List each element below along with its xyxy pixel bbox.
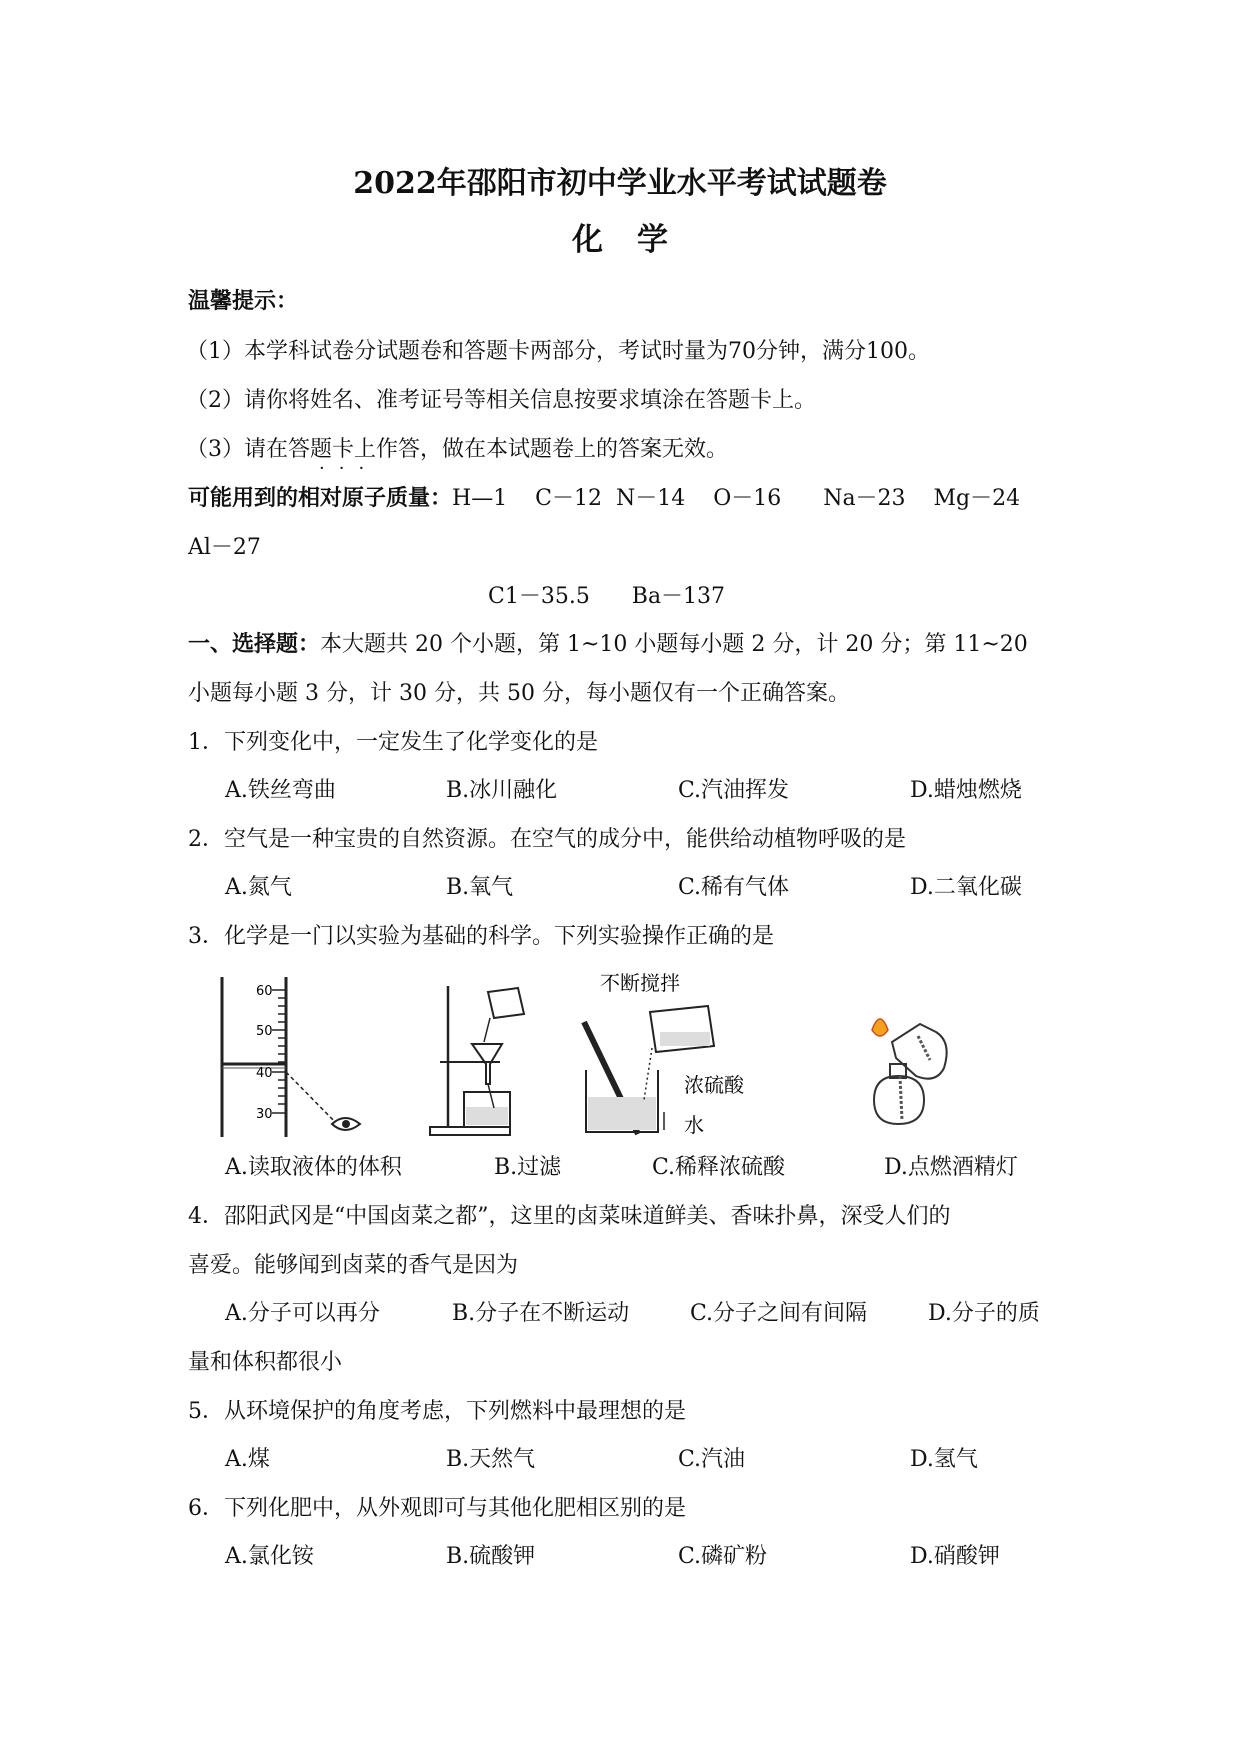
alcohol-lamp-figure (872, 1019, 947, 1124)
label-water: 水 (684, 1113, 704, 1137)
question-5-option-c: C.汽油 (678, 1447, 746, 1472)
question-1-option-d: D.蜡烛燃烧 (910, 778, 1022, 803)
question-3-option-d: D.点燃酒精灯 (884, 1155, 1018, 1180)
filtration-figure (430, 986, 524, 1135)
question-3-option-a: A.读取液体的体积 (225, 1155, 402, 1180)
question-4-option-a: A.分子可以再分 (225, 1301, 380, 1326)
question-4-option-c: C.分子之间有间隔 (690, 1301, 868, 1326)
question-5-option-b: B.天然气 (446, 1447, 536, 1472)
question-2-option-d: D.二氧化碳 (910, 875, 1022, 900)
question-6-option-d: D.硝酸钾 (910, 1544, 1000, 1569)
atomic-mass-values-2: Al－27 (188, 535, 261, 560)
emphasis-dots: ··· (319, 458, 379, 479)
atomic-mass-values-1: H—1 C－12 N－14 O－16 Na－23 Mg－24 (452, 486, 1021, 511)
tick-label-40: 40 (256, 1066, 273, 1081)
section-1-desc-1: 本大题共 20 个小题，第 1~10 小题每小题 2 分，计 20 分；第 11~20 (320, 632, 1028, 657)
question-4-stem-1: 4．邵阳武冈是“中国卤菜之都”，这里的卤菜味道鲜美、香味扑鼻，深受人们的 (188, 1204, 951, 1229)
question-4-option-b: B.分子在不断运动 (452, 1301, 630, 1326)
question-3-figures (200, 972, 1140, 1144)
cylinder-figure (222, 977, 360, 1137)
question-4-stem-2: 喜爱。能够闻到卤菜的香气是因为 (188, 1253, 519, 1278)
question-6-option-b: B.硫酸钾 (446, 1544, 536, 1569)
tips-heading: 温馨提示： (188, 288, 299, 314)
section-1-desc-2: 小题每小题 3 分，计 30 分，共 50 分，每小题仅有一个正确答案。 (188, 681, 850, 706)
question-2-stem: 2．空气是一种宝贵的自然资源。在空气的成分中，能供给动植物呼吸的是 (188, 827, 906, 852)
label-acid: 浓硫酸 (684, 1073, 744, 1097)
question-5-stem: 5．从环境保护的角度考虑，下列燃料中最理想的是 (188, 1399, 686, 1424)
eye-icon (332, 1118, 360, 1130)
question-4-option-d-cont: 量和体积都很小 (188, 1350, 343, 1375)
question-3-option-b: B.过滤 (494, 1155, 562, 1180)
exam-title: 2022年邵阳市初中学业水平考试试题卷 (353, 166, 887, 201)
question-1-stem: 1．下列变化中，一定发生了化学变化的是 (188, 730, 598, 755)
question-5-option-a: A.煤 (225, 1447, 270, 1472)
section-1-label: 一、选择题： (188, 631, 321, 657)
question-3-option-c: C.稀释浓硫酸 (652, 1155, 786, 1180)
tip-item-3: （3）请在答题卡上作答，做在本试题卷上的答案无效。 (186, 437, 728, 462)
label-stir: 不断搅拌 (600, 972, 680, 995)
question-5-option-d: D.氢气 (910, 1447, 978, 1472)
question-6-stem: 6．下列化肥中，从外观即可与其他化肥相区别的是 (188, 1496, 686, 1521)
flame-icon (872, 1019, 888, 1036)
atomic-mass-line (188, 481, 1020, 512)
question-1-option-b: B.冰川融化 (446, 778, 558, 803)
question-6-option-c: C.磷矿粉 (678, 1544, 768, 1569)
subject-title: 化学 (572, 222, 702, 258)
section-1-header (188, 627, 1028, 658)
atomic-mass-values-3: C1－35.5 Ba－137 (488, 584, 726, 609)
question-2-option-b: B.氧气 (446, 875, 514, 900)
tick-label-50: 50 (256, 1024, 273, 1039)
question-4-option-d: D.分子的质 (928, 1301, 1040, 1326)
question-1-option-c: C.汽油挥发 (678, 778, 790, 803)
question-6-option-a: A.氯化铵 (225, 1544, 314, 1569)
question-2-option-a: A.氮气 (225, 875, 292, 900)
question-1-option-a: A.铁丝弯曲 (225, 778, 336, 803)
question-3-stem: 3．化学是一门以实验为基础的科学。下列实验操作正确的是 (188, 924, 774, 949)
dilution-figure (584, 972, 745, 1137)
atomic-mass-label: 可能用到的相对原子质量： (188, 485, 453, 511)
tip-item-2: （2）请你将姓名、准考证号等相关信息按要求填涂在答题卡上。 (186, 388, 816, 413)
question-2-option-c: C.稀有气体 (678, 875, 790, 900)
tick-label-60: 60 (256, 984, 273, 999)
tip-item-1: （1）本学科试卷分试题卷和答题卡两部分，考试时量为70分钟，满分100。 (186, 339, 930, 364)
tick-label-30: 30 (256, 1107, 273, 1122)
